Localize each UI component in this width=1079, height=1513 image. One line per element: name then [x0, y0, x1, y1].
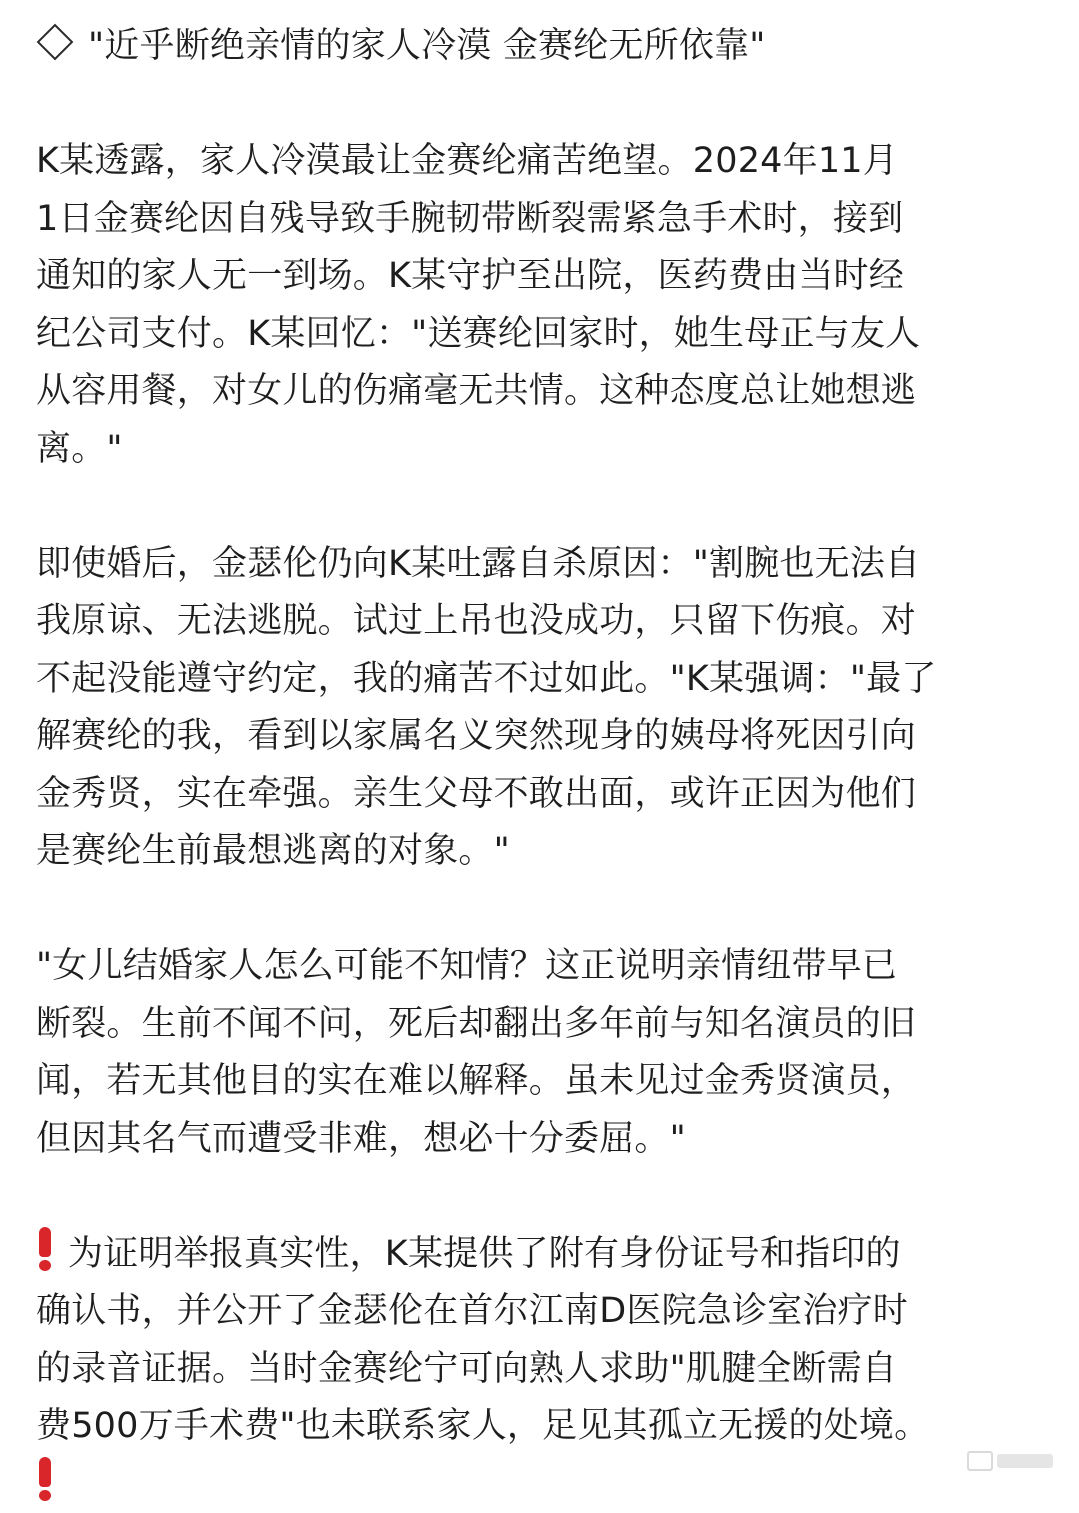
paragraph-gap: [36, 478, 1046, 536]
paragraph-line: [36, 1226, 1046, 1284]
paragraph-line: 但因其名气而遭受非难，想必十分委屈。": [36, 1111, 1046, 1169]
paragraph-line: 费500万手术费"也未联系家人，足见其孤立无援的处境。: [36, 1398, 1046, 1456]
paragraph-gap: [36, 881, 1046, 939]
paragraph-2: [36, 536, 1046, 881]
watermark: [967, 1451, 1053, 1471]
paragraph-line: 断裂。生前不闻不问，死后却翻出多年前与知名演员的旧: [36, 996, 1046, 1054]
paragraph-line: 闻，若无其他目的实在难以解释。虽未见过金秀贤演员，: [36, 1053, 1046, 1111]
paragraph-line: 通知的家人无一到场。K某守护至出院，医药费由当时经: [36, 248, 1046, 306]
article-body: [36, 18, 1046, 1513]
paragraph-line: 解赛纶的我，看到以家属名义突然现身的姨母将死因引向: [36, 708, 1046, 766]
watermark-logo-icon: [967, 1451, 993, 1471]
paragraph-line: 1日金赛纶因自残导致手腕韧带断裂需紧急手术时，接到: [36, 191, 1046, 249]
paragraph-line: 纪公司支付。K某回忆："送赛纶回家时，她生母正与友人: [36, 306, 1046, 364]
trailing-alert-line: [36, 1456, 1046, 1513]
paragraph-line: 是赛纶生前最想逃离的对象。": [36, 823, 1046, 881]
paragraph-gap: [36, 1168, 1046, 1226]
paragraph-line: 即使婚后，金瑟伦仍向K某吐露自杀原因："割腕也无法自: [36, 536, 1046, 594]
red-exclamation-icon: [36, 1227, 54, 1271]
article-title: "近乎断绝亲情的家人冷漠 金赛纶无所依靠": [88, 26, 766, 66]
paragraph-4: [36, 1226, 1046, 1513]
paragraph-line-text: 为证明举报真实性，K某提供了附有身份证号和指印的: [68, 1234, 901, 1274]
paragraph-line: 从容用餐，对女儿的伤痛毫无共情。这种态度总让她想逃: [36, 363, 1046, 421]
paragraph-line: 金秀贤，实在牵强。亲生父母不敢出面，或许正因为他们: [36, 766, 1046, 824]
paragraph-line: 不起没能遵守约定，我的痛苦不过如此。"K某强调："最了: [36, 651, 1046, 709]
paragraph-line: K某透露，家人冷漠最让金赛纶痛苦绝望。2024年11月: [36, 133, 1046, 191]
paragraph-line: "女儿结婚家人怎么可能不知情？这正说明亲情纽带早已: [36, 938, 1046, 996]
diamond-icon: [37, 24, 74, 61]
red-exclamation-icon: [36, 1457, 54, 1501]
paragraph-line: 离。": [36, 421, 1046, 479]
paragraph-line: 确认书，并公开了金瑟伦在首尔江南D医院急诊室治疗时: [36, 1283, 1046, 1341]
paragraph-line: 的录音证据。当时金赛纶宁可向熟人求助"肌腱全断需自: [36, 1341, 1046, 1399]
title-line: [36, 18, 1046, 76]
watermark-text-blur: [997, 1454, 1053, 1468]
paragraph-line: 我原谅、无法逃脱。试过上吊也没成功，只留下伤痕。对: [36, 593, 1046, 651]
paragraph-gap: [36, 76, 1046, 134]
paragraph-1: [36, 133, 1046, 478]
paragraph-3: [36, 938, 1046, 1168]
